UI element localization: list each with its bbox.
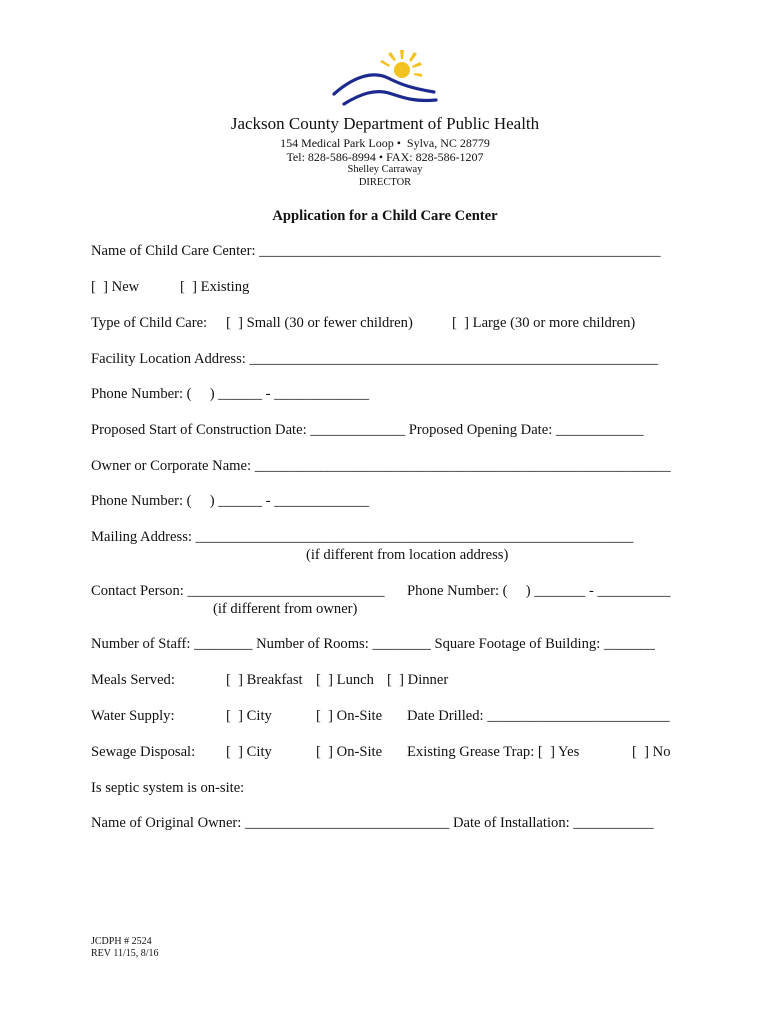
- sewage-disposal-label: Sewage Disposal:: [91, 744, 196, 760]
- water-city-checkbox[interactable]: [ ] City: [226, 708, 272, 724]
- sewage-city-checkbox[interactable]: [ ] City: [226, 744, 272, 760]
- director-name: Shelley Carraway: [347, 164, 423, 175]
- dinner-checkbox[interactable]: [ ] Dinner: [387, 672, 449, 688]
- org-name: Jackson County Department of Public Health: [230, 114, 540, 133]
- small-care-checkbox[interactable]: [ ] Small (30 or fewer children): [226, 315, 413, 331]
- water-onsite-checkbox[interactable]: [ ] On-Site: [316, 708, 383, 724]
- facility-address-field[interactable]: Facility Location Address: ________________________________________________________: [91, 351, 659, 367]
- breakfast-checkbox[interactable]: [ ] Breakfast: [226, 672, 303, 688]
- sewage-onsite-checkbox[interactable]: [ ] On-Site: [316, 744, 383, 760]
- org-address: 154 Medical Park Loop • Sylva, NC 28779: [280, 136, 490, 150]
- director-title: DIRECTOR: [358, 177, 412, 188]
- mailing-address-field[interactable]: Mailing Address: ____________________________________________________________: [91, 529, 634, 545]
- mailing-address-note: (if different from location address): [306, 547, 509, 563]
- contact-person-field[interactable]: Contact Person: ___________________________: [91, 583, 385, 599]
- org-phone-fax: Tel: 828-586-8994 • FAX: 828-586-1207: [286, 150, 484, 164]
- form-title: Application for a Child Care Center: [272, 208, 498, 224]
- form-number: JCDPH # 2524: [91, 936, 152, 947]
- water-supply-label: Water Supply:: [91, 708, 175, 724]
- meals-served-label: Meals Served:: [91, 672, 175, 688]
- type-of-care-label: Type of Child Care:: [91, 315, 208, 331]
- new-checkbox[interactable]: [ ] New: [91, 279, 140, 295]
- mountain-icon: [334, 75, 436, 104]
- grease-trap-yes-checkbox[interactable]: Existing Grease Trap: [ ] Yes: [407, 744, 580, 760]
- date-drilled-field[interactable]: Date Drilled: _________________________: [407, 708, 670, 724]
- owner-phone-field[interactable]: Phone Number: ( ) ______ - _____________: [91, 493, 370, 509]
- large-care-checkbox[interactable]: [ ] Large (30 or more children): [452, 315, 636, 331]
- name-of-center-field[interactable]: Name of Child Care Center: _______________________________________________________: [91, 243, 661, 259]
- revision-date: REV 11/15, 8/16: [91, 948, 159, 959]
- original-owner-installation-field[interactable]: Name of Original Owner: ____________________________ Date of Installation: ___________: [91, 815, 654, 831]
- existing-checkbox[interactable]: [ ] Existing: [180, 279, 250, 295]
- septic-onsite-label: Is septic system is on-site:: [91, 780, 245, 796]
- contact-phone-field[interactable]: Phone Number: ( ) _______ - __________: [407, 583, 671, 599]
- owner-name-field[interactable]: Owner or Corporate Name: _________________________________________________________: [91, 458, 671, 474]
- contact-person-note: (if different from owner): [213, 601, 358, 617]
- lunch-checkbox[interactable]: [ ] Lunch: [316, 672, 374, 688]
- sun-icon: [380, 50, 422, 78]
- phone-number-field[interactable]: Phone Number: ( ) ______ - _____________: [91, 386, 370, 402]
- health-department-logo: [330, 48, 440, 110]
- grease-trap-no-checkbox[interactable]: [ ] No: [632, 744, 671, 760]
- staff-rooms-footage-field[interactable]: Number of Staff: ________ Number of Rooms: ________ Square Footage of Building: _______: [91, 636, 655, 652]
- construction-opening-dates-field[interactable]: Proposed Start of Construction Date: _____________ Proposed Opening Date: ____________: [91, 422, 644, 438]
